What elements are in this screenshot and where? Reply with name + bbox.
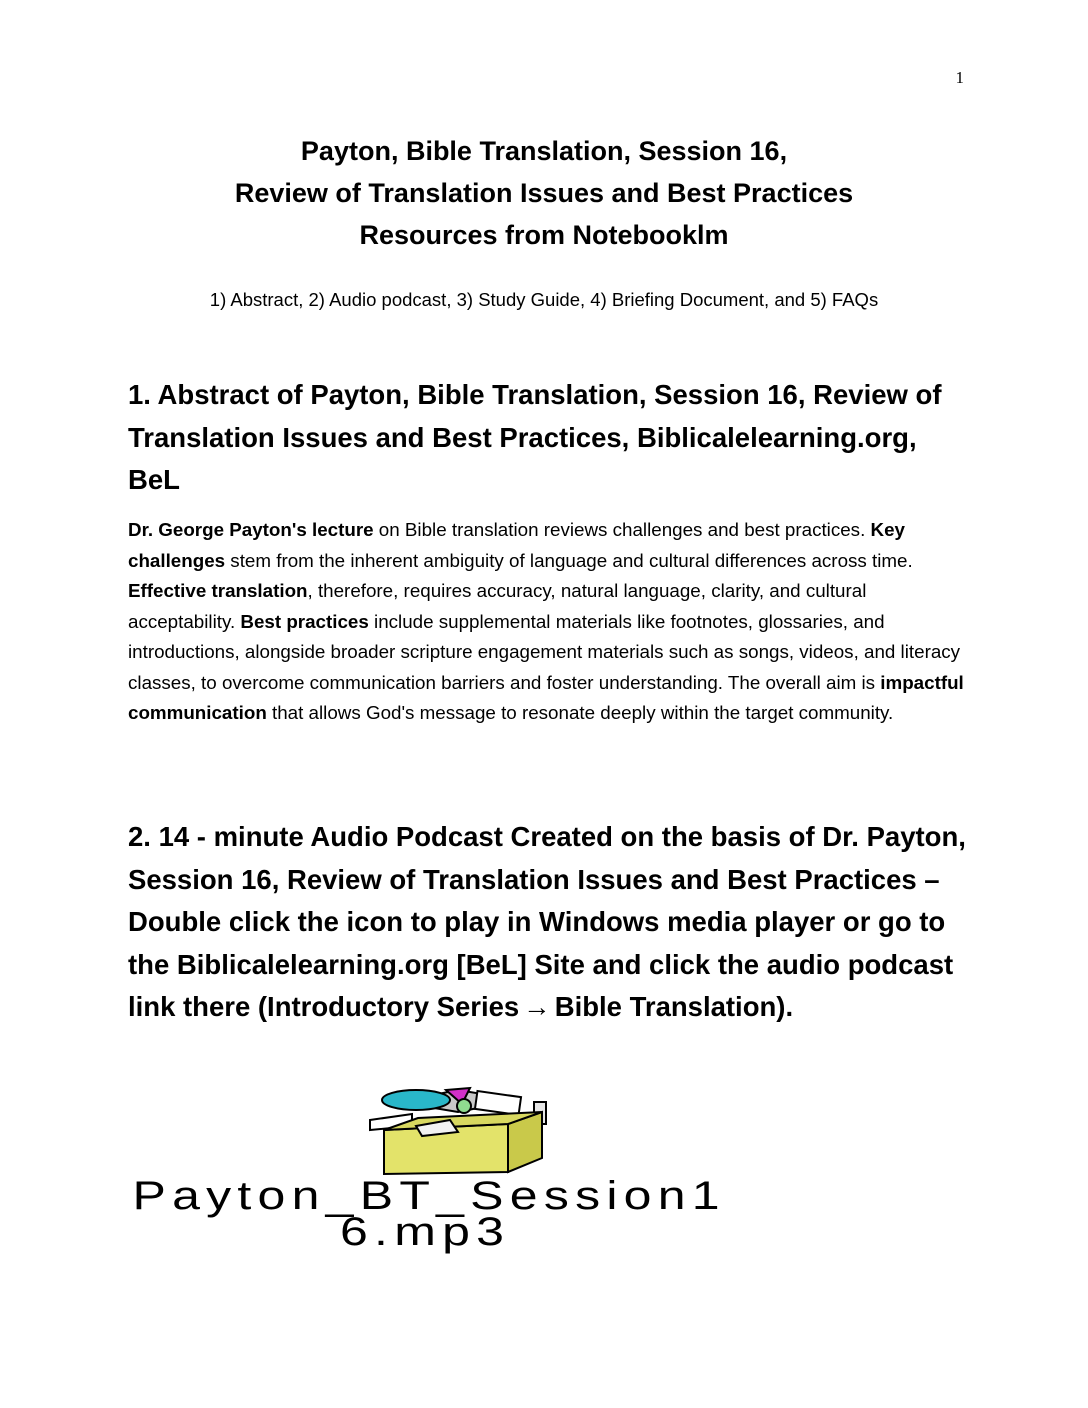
- abstract-paragraph: [128, 515, 968, 729]
- abstract-bold-2: Key challenges: [128, 519, 905, 571]
- abstract-text-3: , therefore, requires accuracy, natural language, clarity, and cultural acceptability.: [128, 580, 867, 632]
- resources-list: 1) Abstract, 2) Audio podcast, 3) Study Guide, 4) Briefing Document, and 5) FAQs: [209, 289, 879, 310]
- title-line-2: Review of Translation Issues and Best Practices: [234, 178, 854, 208]
- abstract-text-4: include supplemental materials like footnotes, glossaries, and introductions, alongside broader scripture engagement materials such as songs, videos, and literacy classes, to overcome communication barriers and foster understanding. The overall aim is: [128, 610, 961, 693]
- abstract-bold-3: Effective translation: [128, 580, 308, 601]
- section-2-heading-text: 2. 14 - minute Audio Podcast Created on the basis of Dr. Payton, Session 16, Review of Translation Issues and Best Practices – Double click the icon to play in Windows media player or go to the Biblicalelearning.org [BeL] Site and click the audio podcast link there (Introductory Series: [128, 821, 966, 1022]
- abstract-text-5: that allows God's message to resonate deeply within the target community.: [266, 702, 894, 723]
- abstract-text-2: stem from the inherent ambiguity of language and cultural differences across time.: [225, 549, 913, 571]
- section-2-heading: [128, 816, 968, 1029]
- abstract-bold-4: Best practices: [240, 610, 369, 632]
- section-2-heading-end: Bible Translation).: [554, 991, 794, 1022]
- title-line-3: Resources from Notebooklm: [359, 220, 729, 250]
- abstract-bold-1: Dr. George Payton's lecture: [128, 519, 374, 540]
- page-number: 1: [955, 68, 964, 87]
- arrow-right-icon: →: [523, 991, 551, 1022]
- abstract-text-1: on Bible translation reviews challenges and best practices.: [373, 519, 871, 540]
- package-icon[interactable]: [358, 1082, 558, 1177]
- filename-line-1: Payton_BT_Session1: [132, 1174, 726, 1218]
- section-1-heading: 1. Abstract of Payton, Bible Translation, Session 16, Review of Translation Issues and Best Practices, Biblicalelearning.org, BeL: [128, 379, 942, 495]
- abstract-bold-5: impactful communication: [128, 671, 964, 723]
- attachment-filename[interactable]: [120, 1174, 945, 1254]
- title-line-1: Payton, Bible Translation, Session 16,: [300, 136, 788, 166]
- document-title: [0, 130, 1088, 256]
- filename-line-2: 6.mp3: [340, 1210, 511, 1254]
- audio-attachment[interactable]: [120, 1082, 780, 1252]
